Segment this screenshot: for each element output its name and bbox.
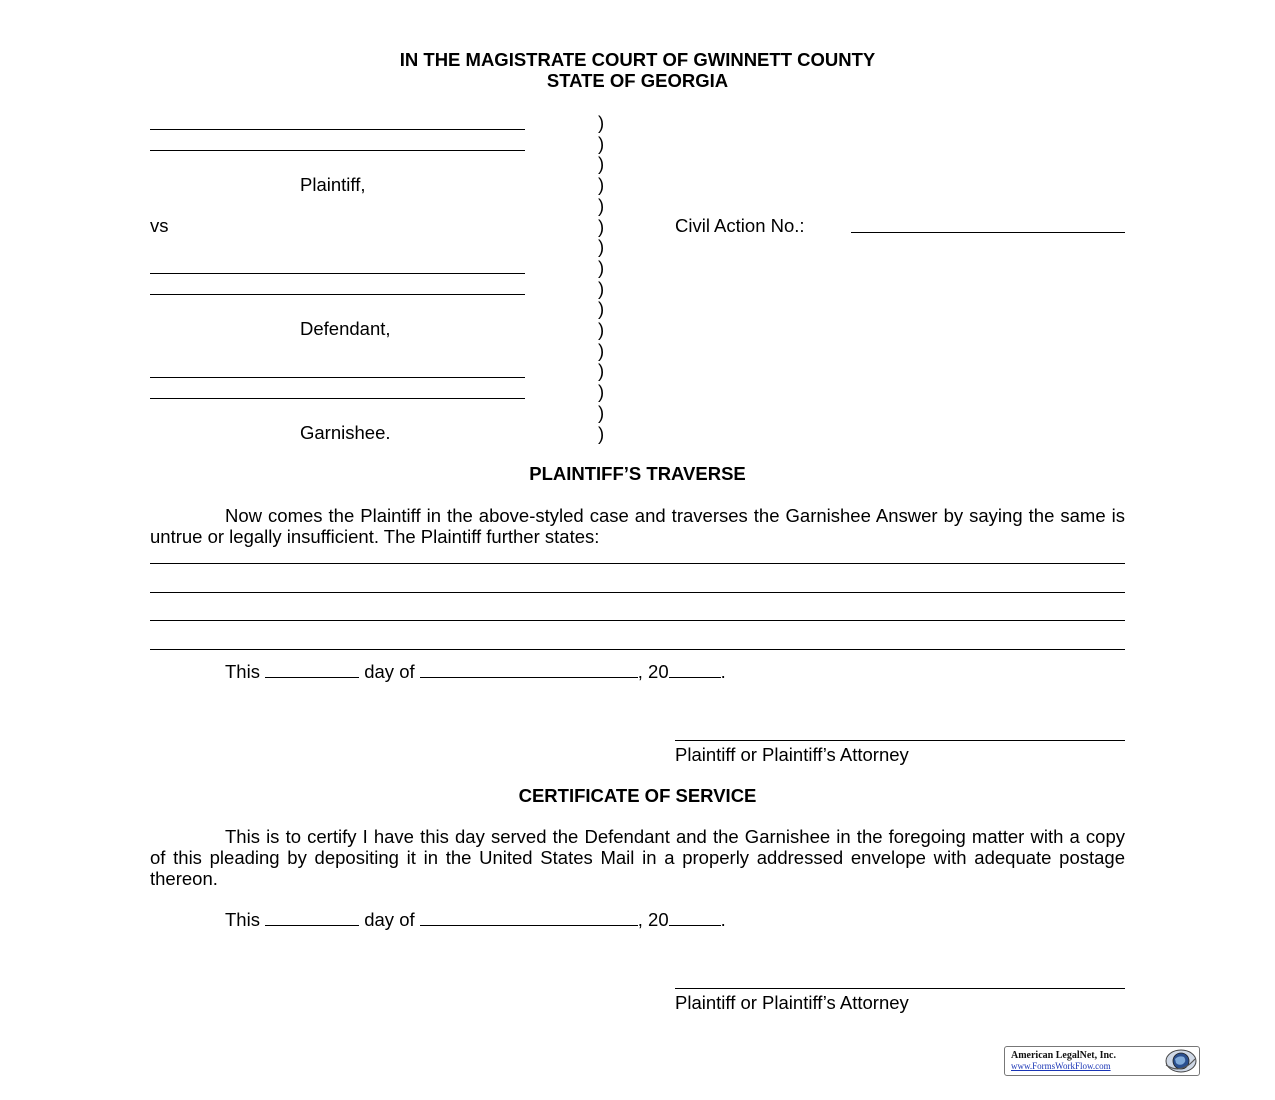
american-legalnet-logo[interactable] (1004, 1046, 1200, 1076)
paren: ) (598, 360, 605, 382)
paren: ) (598, 277, 605, 299)
paren: ) (598, 153, 605, 175)
garnishee-name-line-1[interactable] (150, 377, 525, 378)
date-year-prefix: , 20 (637, 661, 669, 682)
paren: ) (598, 401, 605, 423)
defendant-label: Defendant, (300, 318, 391, 339)
defendant-name-line-1[interactable] (150, 273, 525, 274)
certificate-day-blank[interactable] (265, 911, 359, 926)
garnishee-name-line-2[interactable] (150, 398, 525, 399)
paren: ) (598, 174, 605, 196)
paren: ) (598, 381, 605, 403)
plaintiff-label: Plaintiff, (300, 174, 366, 195)
plaintiff-name-line-1[interactable] (150, 129, 525, 130)
traverse-month-blank[interactable] (420, 663, 638, 678)
traverse-year-blank[interactable] (669, 663, 721, 678)
vs-label: vs (150, 215, 169, 236)
traverse-statement-line-4[interactable] (150, 649, 1125, 650)
caption-paren-column (598, 113, 604, 444)
traverse-day-blank[interactable] (265, 663, 359, 678)
traverse-title: PLAINTIFF’S TRAVERSE (529, 463, 746, 484)
date-day-of: day of (364, 661, 415, 682)
civil-action-label: Civil Action No.: (675, 215, 805, 236)
paren: ) (598, 236, 605, 258)
paren: ) (598, 422, 605, 444)
traverse-date-line (225, 661, 726, 683)
paren: ) (598, 319, 605, 341)
traverse-body-text: Now comes the Plaintiff in the above-styled case and traverses the Garnishee Answer by saying the same is untrue or legally insufficient. The Plaintiff further states: (150, 505, 1125, 547)
date-day-of: day of (364, 909, 415, 930)
traverse-statement-line-1[interactable] (150, 563, 1125, 564)
traverse-signature-label: Plaintiff or Plaintiff’s Attorney (675, 744, 909, 765)
date-this: This (225, 909, 260, 930)
certificate-body-text: This is to certify I have this day served the Defendant and the Garnishee in the foregoing matter with a copy of this pleading by depositing it in the United States Mail in a properly addressed envelope with adequate postage thereon. (150, 826, 1125, 889)
certificate-date-line (225, 909, 726, 931)
paren: ) (598, 298, 605, 320)
plaintiff-name-line-2[interactable] (150, 150, 525, 151)
traverse-statement-line-3[interactable] (150, 620, 1125, 621)
paren: ) (598, 256, 605, 278)
traverse-body (150, 505, 1125, 547)
civil-action-number-line[interactable] (851, 232, 1125, 233)
certificate-month-blank[interactable] (420, 911, 638, 926)
certificate-body (150, 826, 1125, 889)
logo-company-name: American LegalNet, Inc. (1011, 1050, 1116, 1061)
paren: ) (598, 339, 605, 361)
date-period: . (720, 661, 726, 682)
defendant-name-line-2[interactable] (150, 294, 525, 295)
certificate-signature-label: Plaintiff or Plaintiff’s Attorney (675, 992, 909, 1013)
certificate-year-blank[interactable] (669, 911, 721, 926)
paren: ) (598, 194, 605, 216)
court-title: IN THE MAGISTRATE COURT OF GWINNETT COUNTY (399, 49, 876, 70)
traverse-signature-line[interactable] (675, 740, 1125, 741)
traverse-statement-line-2[interactable] (150, 592, 1125, 593)
paren: ) (598, 215, 605, 237)
paren: ) (598, 112, 605, 133)
date-year-prefix: , 20 (637, 909, 669, 930)
certificate-title: CERTIFICATE OF SERVICE (518, 785, 757, 806)
date-this: This (225, 661, 260, 682)
logo-url-link[interactable]: www.FormsWorkFlow.com (1011, 1061, 1111, 1071)
date-period: . (720, 909, 726, 930)
garnishee-label: Garnishee. (300, 422, 391, 443)
paren: ) (598, 132, 605, 154)
globe-icon (1161, 1049, 1197, 1073)
state-title: STATE OF GEORGIA (546, 70, 729, 91)
certificate-signature-line[interactable] (675, 988, 1125, 989)
